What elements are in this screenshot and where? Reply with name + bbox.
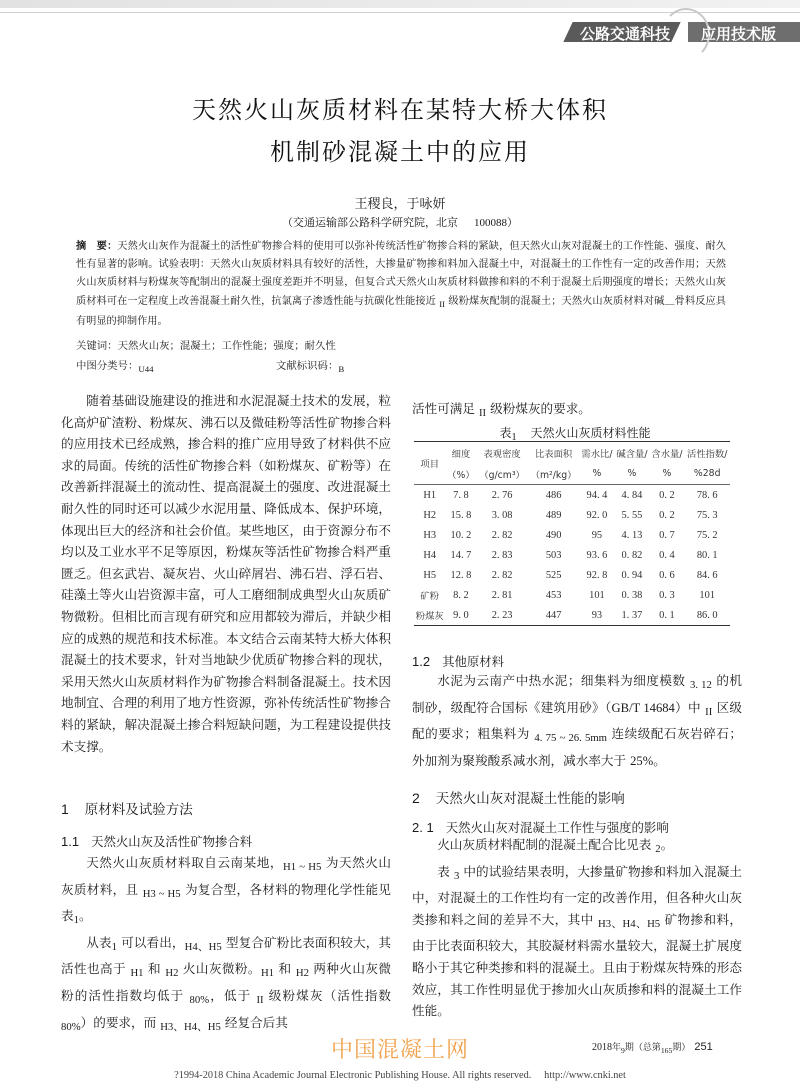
text: 期）	[672, 1043, 691, 1053]
table-cell: 15. 8	[450, 509, 472, 521]
table-cell: 0. 1	[649, 605, 684, 626]
section-number: 1.2	[412, 654, 431, 669]
text: 年	[612, 1043, 622, 1053]
header-cell: 表观密度	[476, 442, 527, 464]
header-cell: 比表面积	[528, 442, 580, 464]
header-cell: %	[614, 463, 649, 485]
year: 2018	[592, 1042, 612, 1053]
clc-number	[76, 357, 154, 374]
journal-name: 公路交通科技	[580, 25, 671, 43]
header-cell: （%）	[445, 463, 476, 485]
text: 中	[687, 699, 701, 715]
section-number: 1.1	[61, 834, 80, 849]
text: H2	[295, 967, 309, 980]
table-cell: 86. 0	[684, 605, 730, 626]
page-number: 251	[694, 1041, 713, 1053]
text: 。	[660, 837, 674, 852]
abstract	[76, 238, 726, 331]
text: 3	[453, 869, 460, 882]
table-cell: 93	[579, 605, 614, 626]
table-cell: 2. 82	[491, 529, 513, 541]
zip-code: 100088）	[474, 217, 518, 229]
table-cell: 12. 8	[450, 569, 472, 581]
journal-edition: 应用技术版	[701, 25, 777, 43]
table-cell: 2. 76	[491, 489, 513, 501]
table-header-row	[414, 463, 730, 485]
table-cell: 10. 2	[450, 529, 472, 541]
table-row	[414, 505, 730, 525]
table-cell: 2. 83	[491, 549, 513, 561]
text: 2	[655, 843, 661, 855]
text: 1	[111, 940, 117, 953]
text: 天然火山灰质材料取自云南某地，	[86, 855, 284, 870]
table-cell: 0. 2	[659, 509, 675, 521]
text: 80%	[61, 1020, 81, 1033]
table-row	[414, 485, 730, 506]
header-cell: 活性指数/	[684, 442, 730, 464]
paragraph	[61, 852, 391, 932]
text: 为复合型，各材料的物理化学性能见表	[61, 881, 391, 924]
caption-title: 天然火山灰质材料性能	[530, 426, 651, 440]
table-cell: 9. 0	[445, 605, 476, 626]
table-body	[414, 485, 730, 626]
table-cell: 14. 7	[450, 549, 472, 561]
section-1-2-body	[412, 670, 742, 772]
header-cell: %	[579, 463, 614, 485]
table-row	[414, 525, 730, 545]
table-cell: 525	[545, 569, 562, 581]
table-cell: 490	[545, 529, 562, 541]
issue-info	[592, 1040, 713, 1055]
text: 为天然火山灰质材料，且	[61, 855, 392, 897]
doc-code-label: 文献标识码：	[276, 360, 339, 372]
table-cell: 92. 0	[586, 509, 608, 521]
keywords-text: 天然火山灰；混凝土；工作性能；强度；耐久性	[117, 340, 336, 352]
caption-prefix: 表	[499, 426, 512, 440]
text: 80%	[189, 993, 210, 1006]
table-cell: 93. 6	[586, 549, 608, 561]
table-cell: 75. 3	[696, 509, 718, 521]
table-cell: 3. 08	[491, 509, 513, 521]
text: 水泥为云南产中热水泥；细集料为细度模数	[437, 673, 686, 688]
table-cell: 503	[545, 549, 562, 561]
table-row	[414, 605, 730, 626]
journal-banner	[558, 18, 800, 42]
text: 火山灰质材料配制的混凝土配合比见表	[437, 837, 652, 852]
keywords	[76, 337, 336, 352]
table-cell: 0. 4	[659, 549, 675, 561]
text: 4. 75 ~ 26. 5mm	[534, 732, 608, 745]
table-header-row	[414, 442, 730, 464]
table-cell: 84. 6	[696, 569, 718, 581]
table-row	[414, 545, 730, 565]
text: H1	[260, 967, 275, 980]
text: 级粉煤灰（活性指数	[268, 987, 391, 1003]
clc-label: 中图分类号：	[76, 360, 139, 372]
keywords-label: 关键词：	[76, 340, 118, 352]
text: H3、H4、H5	[160, 1020, 221, 1033]
section-1-1-body	[61, 852, 391, 1038]
text: 25%	[630, 753, 654, 768]
table-cell: 5. 55	[621, 509, 643, 521]
paragraph	[412, 398, 742, 425]
header-cell: 细度	[445, 442, 476, 464]
row-header-cell: H1	[423, 489, 437, 501]
text: 。	[78, 908, 92, 924]
table-1	[414, 441, 730, 626]
text: 表	[437, 863, 450, 879]
text: 1	[73, 914, 79, 927]
table-cell: 0. 38	[621, 589, 643, 601]
table-cell: 0. 7	[659, 529, 675, 541]
table-cell: 4. 84	[621, 489, 643, 501]
top-band	[0, 0, 800, 8]
article-title-line1: 天然火山灰质材料在某特大桥大体积	[192, 96, 608, 124]
section-title: 原材料及试验方法	[84, 802, 193, 818]
table-cell: 78. 6	[696, 489, 718, 501]
table-cell: 4. 13	[621, 529, 643, 541]
section-title: 天然火山灰对混凝土性能的影响	[435, 791, 625, 807]
table-cell: 101	[589, 589, 605, 601]
header-cell: 项目	[414, 442, 445, 485]
text: 型复合矿粉比表面积较大，其活性也高于	[61, 934, 392, 977]
text: II	[705, 705, 713, 718]
table-cell: 0. 82	[621, 549, 643, 561]
table-cell: 75. 2	[696, 529, 718, 541]
text: H1 ~ H5	[283, 861, 322, 873]
table-row	[414, 565, 730, 585]
table-cell: 80. 1	[696, 549, 718, 561]
affiliation	[0, 214, 800, 230]
text: H1	[130, 967, 144, 980]
table-cell: 1. 37	[614, 605, 649, 626]
header-cell: %	[649, 463, 684, 485]
text: H3 ~ H5	[142, 887, 181, 900]
text: 从表	[86, 934, 112, 950]
section-number: 2. 1	[412, 820, 434, 835]
row-header-cell: H3	[423, 529, 437, 541]
text: 和	[147, 961, 161, 977]
paragraph	[412, 861, 742, 1022]
section-1-2-heading	[412, 652, 504, 670]
table-cell: 0. 6	[659, 569, 675, 581]
text: H3、H4、H5	[598, 917, 661, 930]
section-number: 1	[61, 801, 69, 817]
section-2-1-body	[412, 834, 742, 1022]
intro-paragraph: 随着基础设施建设的推进和水泥混凝土技术的发展，粒化高炉矿渣粉、粉煤灰、沸石以及微硅粉等活性矿物掺合料的应用技术已经成熟，掺合料的推广应用导致了材料供不应求的局面。传统的活性矿物掺合料（如粉煤灰、矿粉等）在改善新拌混凝土的流动性、提高混凝土的强度、改进混凝土耐久性的同时还可以减少水泥用量、降低成本、保护环境，体现出巨大的经济和社会价值。某些地区，由于资源分布不均以及工业水平不足等原因，粉煤灰等活性矿物掺合料严重匮乏。但玄武岩、凝灰岩、火山碎屑岩、沸石岩、浮石岩、硅藻土等火山岩资源丰富，可人工磨细制成典型火山灰质矿物微粉。但相比而言现有研究和应用都较为滞后，并缺少相应的成熟的规范和技术标准。本文结合云南某特大桥大体积混凝土的技术要求，针对当地缺少优质矿物掺合料的现状，采用天然火山灰质材料作为矿物掺合料制备混凝土。技术因地制宜、合理的利用了地方性资源，弥补传统活性矿物掺合料的紧缺，解决混凝土掺合料短缺问题，为工程建设提供技术支撑。	[61, 393, 391, 754]
text: 级粉煤灰的要求。	[490, 401, 591, 416]
table-cell: 2. 82	[491, 569, 513, 581]
text: ，低于	[209, 987, 252, 1003]
table-cell: 0. 3	[659, 589, 675, 601]
left-column	[61, 390, 391, 757]
table-cell: 92. 8	[586, 569, 608, 581]
row-header-cell: 粉煤灰	[414, 605, 445, 626]
text: ）的要求，而	[80, 1014, 157, 1030]
text: 连续级配石灰岩碎石；外加剂为聚羧酸系减水剂，减水率大于	[412, 726, 742, 768]
section-title: 天然火山灰及活性矿物掺合料	[91, 834, 253, 849]
section-title: 其他原材料	[442, 654, 505, 669]
text: 区级配的要求；粗集料为	[412, 699, 743, 742]
caption-number: 1	[511, 432, 517, 443]
table-cell: 2. 81	[491, 589, 513, 601]
watermark-logo: 中国混凝土网	[330, 1038, 469, 1063]
paragraph	[61, 932, 391, 1038]
paragraph	[412, 670, 742, 772]
row-header-cell: H2	[423, 509, 437, 521]
header-cell: 含水量/	[649, 442, 684, 464]
text: II	[478, 407, 487, 419]
text: （GB/T 14684）	[604, 700, 688, 715]
text: H2	[165, 967, 179, 980]
section-1-1-heading	[61, 832, 252, 850]
paragraph	[412, 834, 742, 861]
text: 活性可满足	[412, 401, 475, 416]
table-row	[414, 585, 730, 605]
row-header-cell: H5	[423, 569, 437, 581]
table-cell: 94. 4	[586, 489, 608, 501]
copyright-notice: ?1994-2018 China Academic Journal Electronic Publishing House. All rights reserved. http://www.cnki.net	[174, 1070, 626, 1081]
issue-number: 9	[621, 1046, 625, 1055]
abstract-tail: 级粉煤灰配制的混凝土；天然火山灰质材料对碱＿骨料反应具有明显的抑制作用。	[76, 295, 726, 327]
table-cell: 0. 2	[659, 489, 675, 501]
table-cell: 95	[591, 529, 603, 541]
article-title-line2: 机制砂混凝土中的应用	[270, 138, 530, 166]
clc-value: U44	[138, 364, 154, 374]
text: 和	[278, 961, 292, 977]
authors: 王稷良，于咏妍	[354, 197, 446, 212]
header-cell: （m²/kg）	[528, 463, 580, 485]
table-cell: 453	[545, 589, 562, 601]
header-cell: 碱含量/	[614, 442, 649, 464]
text: 矿物掺和料，由于比表面积较大，其胶凝材料需水量较大，混凝土扩展度略小于其它种类掺和料的混凝土。且由于粉煤灰特殊的形态效应，其工作性明显优于掺加火山灰质掺和料的混凝土工作性能。	[412, 911, 743, 1019]
affiliation-text: （交通运输部公路科学研究院，北京	[282, 216, 458, 229]
abstract-text: 天然火山灰作为混凝土的活性矿物掺合料的使用可以弥补传统活性矿物掺合料的紧缺，但天然火山灰对混凝土的工作性能、强度、耐久性有显著的影响。试验表明：天然火山灰质材料具有较好的活性，大掺量矿物掺和料加入混凝土中，对混凝土的工作性有一定的改善作用；天然火山灰质材料与粉煤灰等配制出的混凝土强度差距并不明显，但复合式天然火山灰质材料做掺和料的不利于混凝土后期强度的增长；天然火山灰质材料可在一定程度上改善混凝土耐久性，抗氯离子渗透性能与抗碳化性能接近	[76, 241, 726, 307]
table-cell: 2. 23	[476, 605, 527, 626]
header-cell: 需水比/	[579, 442, 614, 464]
section-number: 2	[412, 790, 420, 806]
table-cell: 7. 8	[453, 489, 469, 501]
total-issue: 165	[660, 1046, 673, 1055]
table-cell: 101	[699, 589, 716, 601]
table-cell: 486	[545, 489, 562, 501]
right-top-line	[412, 398, 742, 425]
table-cell: 447	[528, 605, 580, 626]
abstract-grade: II	[439, 298, 446, 309]
text: H4、H5	[184, 940, 222, 953]
text: 可以看出，	[121, 934, 185, 950]
row-header-cell: 矿粉	[420, 591, 440, 602]
text: 3. 12	[689, 679, 712, 691]
text: 经复合后其	[224, 1014, 288, 1030]
table-cell: 489	[545, 509, 562, 521]
table-cell: 8. 2	[453, 589, 469, 601]
section-2-heading	[412, 787, 625, 807]
section-title: 天然火山灰对混凝土工作性与强度的影响	[445, 820, 669, 835]
text: 期（总第	[624, 1043, 661, 1053]
header-cell: %28d	[684, 463, 730, 485]
text: 火山灰微粉。	[182, 961, 261, 977]
abstract-label: 摘 要：	[76, 241, 118, 252]
doc-code-value: B	[338, 364, 345, 374]
text: 两种火山灰微粉的活性指数均低于	[61, 961, 392, 1003]
text: 的机制砂，级配符合国标《建筑用砂》	[412, 673, 743, 715]
document-code	[276, 357, 344, 374]
table-cell: 0. 94	[621, 569, 643, 581]
header-cell: （g/cm³）	[476, 463, 527, 485]
text: 。	[653, 752, 666, 768]
section-1-heading	[61, 798, 193, 818]
row-header-cell: H4	[423, 549, 437, 561]
text: II	[256, 993, 264, 1006]
text: 中的试验结果表明，大掺量矿物掺和料加入混凝土中，对混凝土的工作性均有一定的改善作用，但各种火山灰类掺和料之间的差异不大，其中	[412, 863, 742, 927]
